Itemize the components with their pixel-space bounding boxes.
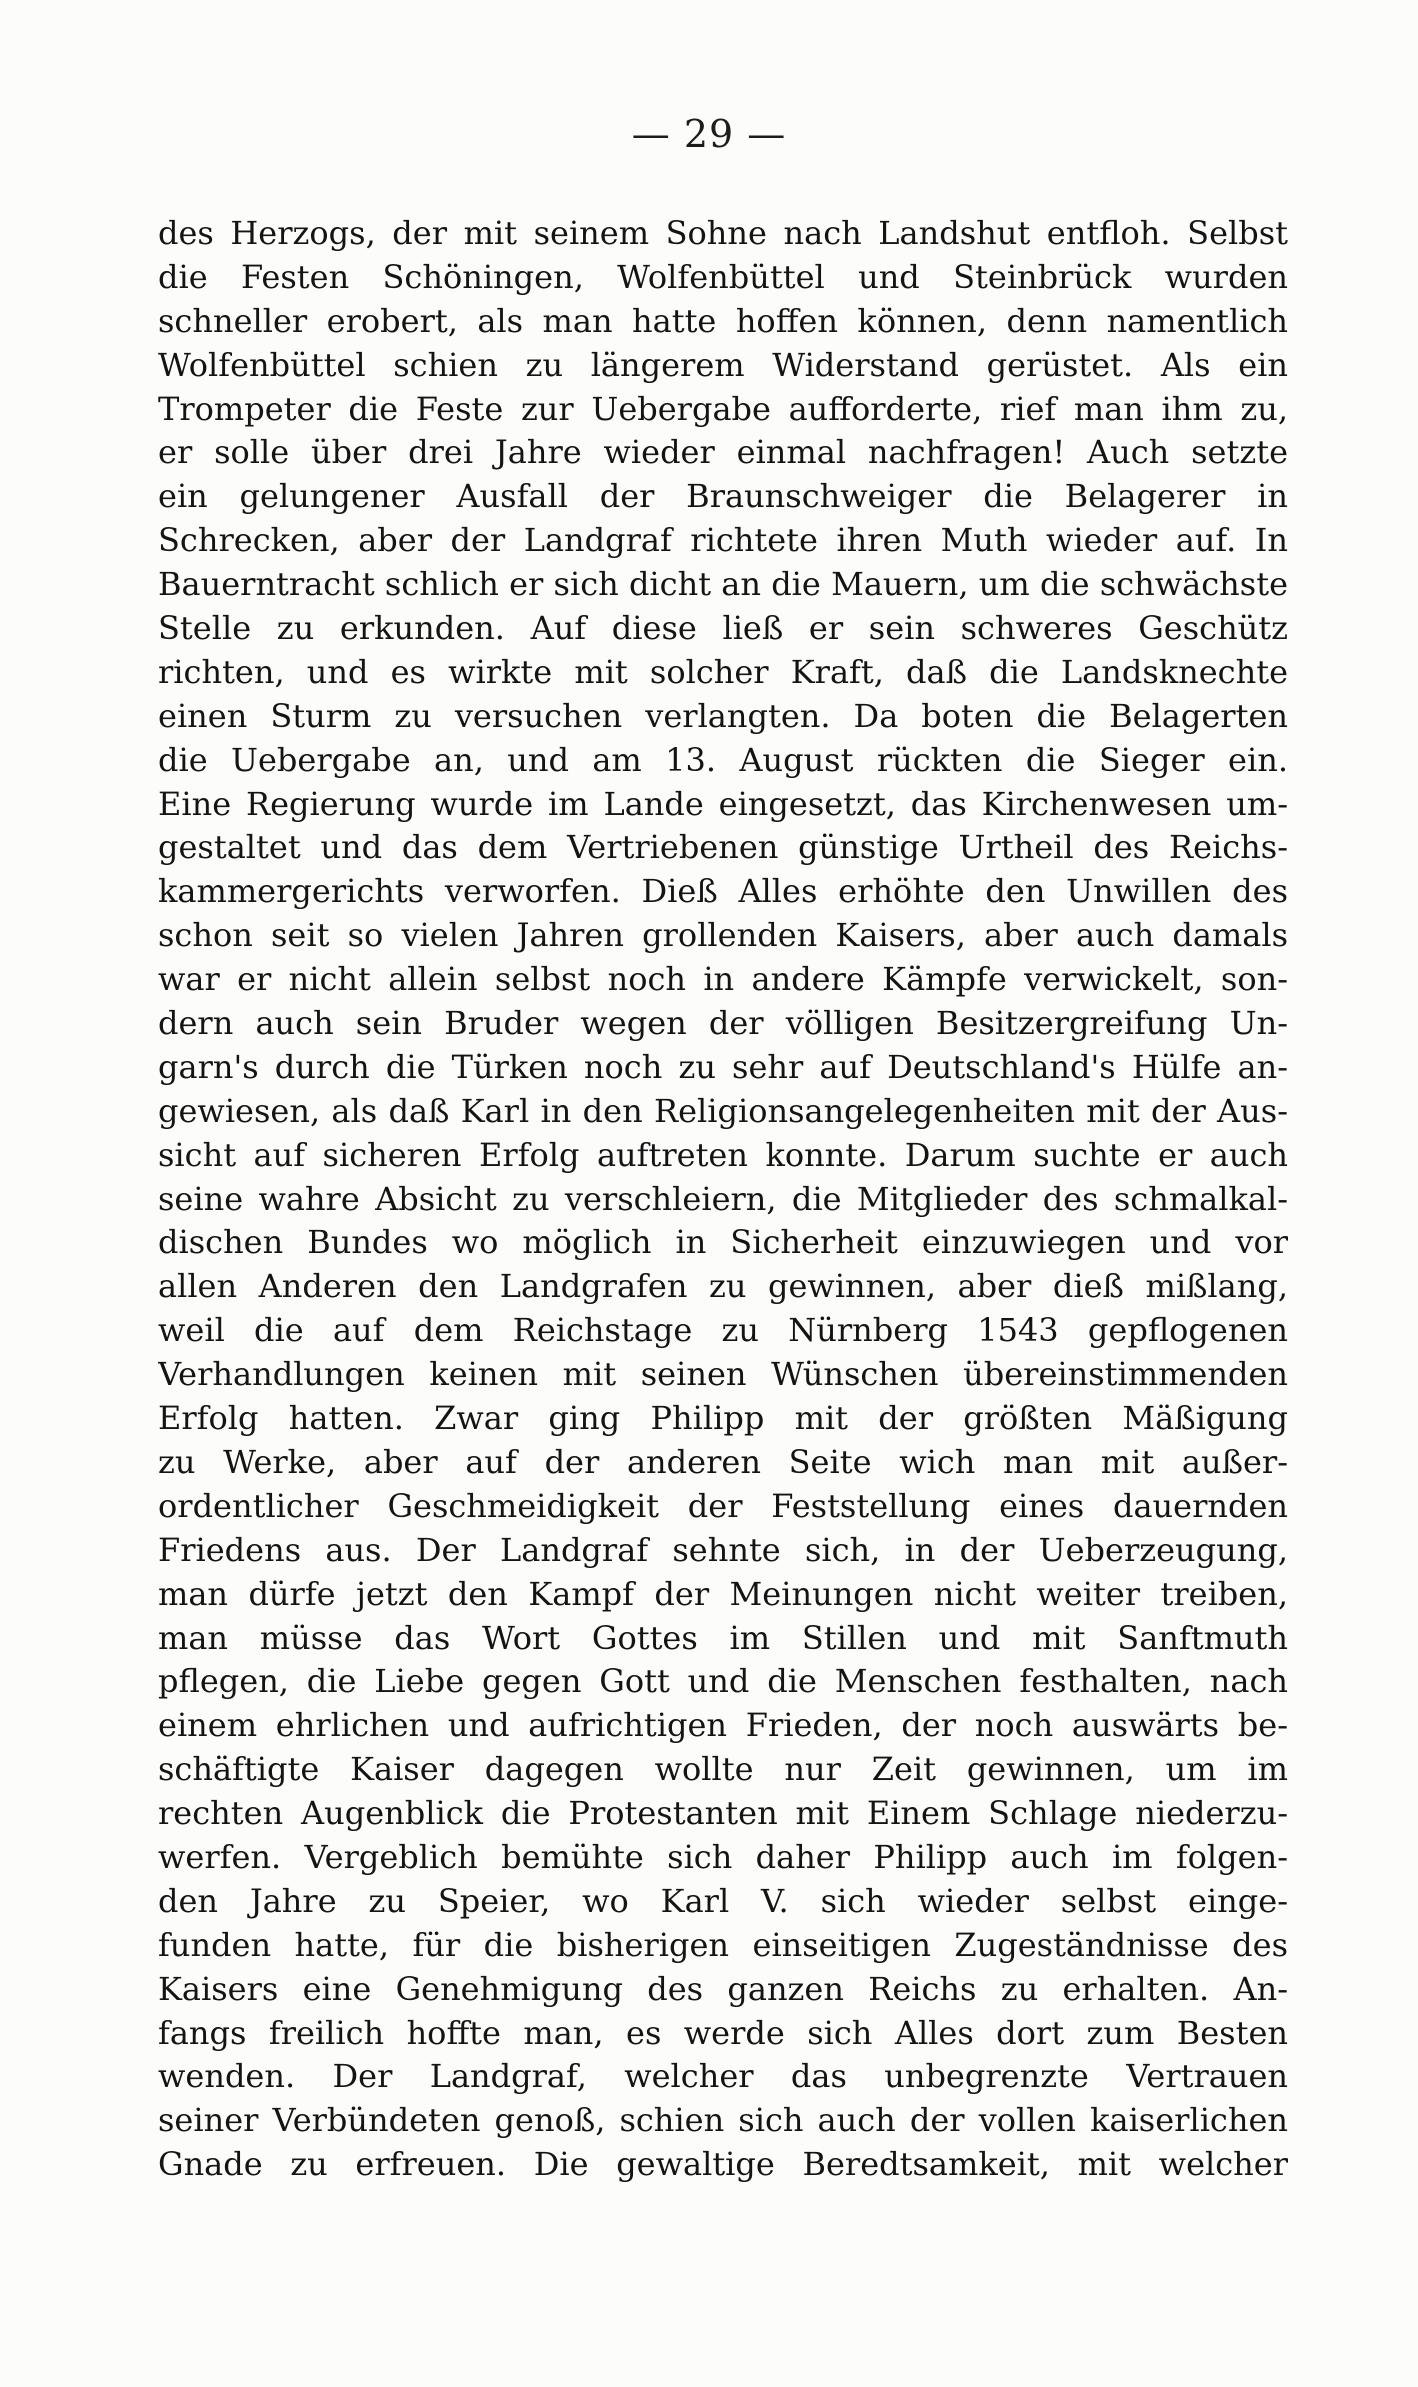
text-line: Wolfenbüttel schien zu längerem Widerstand gerüstet. Als ein [158,345,1288,384]
text-line: seiner Verbündeten genoß, schien sich auch der vollen kaiserlichen [158,2101,1288,2140]
text-line: richten, und es wirkte mit solcher Kraft, daß die Landsknechte [158,652,1288,691]
text-line: rechten Augenblick die Protestanten mit Einem Schlage niederzu- [158,1794,1288,1833]
text-line: Eine Regierung wurde im Lande eingesetzt, das Kirchenwesen um- [158,784,1288,823]
page-number: — 29 — [631,112,787,156]
text-line: ein gelungener Ausfall der Braunschweiger die Belagerer in [158,477,1288,516]
text-line: garn's durch die Türken noch zu sehr auf Deutschland's Hülfe an- [158,1047,1288,1086]
text-line: gewiesen, als daß Karl in den Religionsangelegenheiten mit der Aus- [158,1091,1288,1130]
text-line: werfen. Vergeblich bemühte sich daher Philipp auch im folgen- [158,1837,1288,1876]
text-line: war er nicht allein selbst noch in andere Kämpfe verwickelt, son- [158,960,1288,999]
text-line: er solle über drei Jahre wieder einmal nachfragen! Auch setzte [158,433,1288,472]
text-line: schon seit so vielen Jahren grollenden Kaisers, aber auch damals [158,916,1288,955]
text-line: weil die auf dem Reichstage zu Nürnberg 1543 gepflogenen [158,1311,1288,1350]
text-line: gestaltet und das dem Vertriebenen günstige Urtheil des Reichs- [158,828,1288,867]
text-line: ordentlicher Geschmeidigkeit der Feststellung eines dauernden [158,1486,1288,1525]
text-line: pflegen, die Liebe gegen Gott und die Menschen festhalten, nach [158,1662,1288,1701]
text-line: man dürfe jetzt den Kampf der Meinungen nicht weiter treiben, [158,1574,1288,1613]
text-line: Kaisers eine Genehmigung des ganzen Reichs zu erhalten. An- [158,1969,1288,2008]
text-line: wenden. Der Landgraf, welcher das unbegrenzte Vertrauen [158,2057,1288,2096]
text-line: Erfolg hatten. Zwar ging Philipp mit der größten Mäßigung [158,1399,1288,1438]
text-line: den Jahre zu Speier, wo Karl V. sich wieder selbst einge- [158,1881,1288,1920]
text-line: zu Werke, aber auf der anderen Seite wich man mit außer- [158,1442,1288,1481]
text-line: des Herzogs, der mit seinem Sohne nach Landshut entfloh. Selbst [158,214,1288,252]
text-line: kammergerichts verworfen. Dieß Alles erhöhte den Unwillen des [158,872,1288,911]
text-line: sicht auf sicheren Erfolg auftreten konnte. Darum suchte er auch [158,1135,1288,1174]
text-line: funden hatte, für die bisherigen einseitigen Zugeständnisse des [158,1925,1288,1964]
text-line: fangs freilich hoffte man, es werde sich Alles dort zum Besten [158,2013,1288,2052]
text-line: schäftigte Kaiser dagegen wollte nur Zeit gewinnen, um im [158,1750,1288,1789]
text-line: seine wahre Absicht zu verschleiern, die Mitglieder des schmalkal- [158,1179,1288,1218]
text-line: schneller erobert, als man hatte hoffen können, denn namentlich [158,301,1288,340]
text-line: einem ehrlichen und aufrichtigen Frieden, der noch auswärts be- [158,1706,1288,1745]
text-line: die Festen Schöningen, Wolfenbüttel und Steinbrück wurden [158,257,1288,296]
text-line: dischen Bundes wo möglich in Sicherheit einzuwiegen und vor [158,1223,1288,1262]
text-line: Friedens aus. Der Landgraf sehnte sich, in der Ueberzeugung, [158,1530,1288,1569]
text-line: einen Sturm zu versuchen verlangten. Da boten die Belagerten [158,696,1288,735]
text-line: Trompeter die Feste zur Uebergabe aufforderte, rief man ihm zu, [158,389,1288,428]
text-line: allen Anderen den Landgrafen zu gewinnen, aber dieß mißlang, [158,1267,1288,1306]
text-line: man müsse das Wort Gottes im Stillen und mit Sanftmuth [158,1618,1288,1657]
text-line: Gnade zu erfreuen. Die gewaltige Beredtsamkeit, mit welcher [158,2145,1288,2184]
text-line: dern auch sein Bruder wegen der völligen Besitzergreifung Un- [158,1004,1288,1043]
body-text [158,212,1288,2187]
text-line: Bauerntracht schlich er sich dicht an die Mauern, um die schwächste [158,565,1288,604]
text-line: die Uebergabe an, und am 13. August rückten die Sieger ein. [158,740,1288,779]
text-line: Schrecken, aber der Landgraf richtete ihren Muth wieder auf. In [158,521,1288,560]
text-line: Verhandlungen keinen mit seinen Wünschen übereinstimmenden [158,1355,1288,1394]
text-line: Stelle zu erkunden. Auf diese ließ er sein schweres Geschütz [158,609,1288,648]
